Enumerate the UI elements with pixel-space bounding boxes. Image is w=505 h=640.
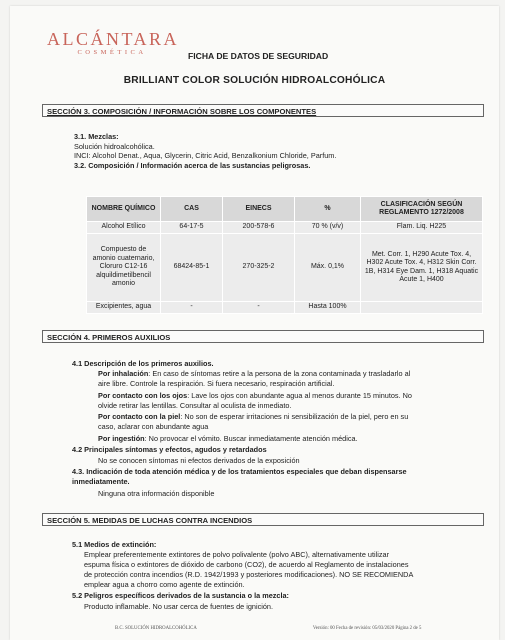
cell-percent: Máx. 0,1% — [295, 234, 361, 302]
header-clasificacion: CLASIFICACIÓN SEGÚN REGLAMENTO 1272/2008 — [361, 197, 483, 222]
document-page — [10, 6, 499, 640]
product-title: BRILLIANT COLOR SOLUCIÓN HIDROALCOHÓLICA — [123, 75, 386, 86]
section-4-header — [42, 330, 484, 343]
cell-clasificacion: Flam. Liq. H225 — [361, 222, 483, 234]
footer-left: B.C. SOLUCIÓN HIDROALCOHÓLICA — [115, 626, 197, 631]
text-5-1-line2: espuma física o extintores de dióxido de carbono (CO2), de acuerdo al Reglamento de instalaciones — [84, 560, 409, 569]
text-4-3: Ninguna otra información disponible — [98, 489, 215, 498]
cell-einecs: - — [223, 302, 295, 314]
heading-3-2: 3.2. Composición / Información acerca de las sustancias peligrosas. — [74, 161, 311, 170]
section-5-header — [42, 513, 484, 526]
cell-cas: 64-17-5 — [161, 222, 223, 234]
text-5-1-line1: Emplear preferentemente extintores de polvo polivalente (polvo ABC), alternativamente utilizar — [84, 550, 390, 559]
logo-subtitle: COSMÉTICA — [77, 49, 147, 56]
ingestion-label: Por ingestión — [98, 434, 145, 443]
inhalacion-line2: aire libre. Controle la respiración. Si fuera necesario, respiración artificial. — [98, 379, 335, 388]
section-5-title: SECCIÓN 5. MEDIDAS DE LUCHAS CONTRA INCENDIOS — [47, 516, 253, 525]
heading-4-3-line1: 4.3. Indicación de toda atención médica y de los tratamientos especiales que deban dispensarse — [72, 467, 407, 476]
section-3-title: SECCIÓN 3. COMPOSICIÓN / INFORMACIÓN SOBRE LOS COMPONENTES — [47, 107, 317, 116]
ojos-line1 — [98, 391, 412, 401]
ojos-text: : Lave los ojos con abundante agua al menos durante 15 minutos. No — [187, 391, 412, 400]
text-5-1-line4: emplear agua a chorro como agente de extinción. — [84, 580, 245, 589]
inhalacion-text: : En caso de síntomas retire a la persona de la zona contaminada y trasladarlo al — [148, 369, 411, 378]
logo-wordmark: ALCÁNTARA — [47, 29, 180, 49]
text-3-1-line1: Solución hidroalcohólica. — [74, 142, 155, 151]
cell-percent: Hasta 100% — [295, 302, 361, 314]
cell-percent: 70 % (v/v) — [295, 222, 361, 234]
cell-einecs: 200-578-6 — [223, 222, 295, 234]
text-5-2: Producto inflamable. No usar cerca de fuentes de ignición. — [84, 602, 274, 611]
header-nombre: NOMBRE QUÍMICO — [87, 197, 161, 222]
heading-5-1: 5.1 Medios de extinción: — [72, 540, 157, 549]
text-4-2: No se conocen síntomas ni efectos derivados de la exposición — [98, 456, 300, 465]
text-5-1-line3: de protección contra incendios (R.D. 1942/1993 y posteriores modificaciones). NO SE RECOMIENDA — [84, 570, 414, 579]
header-cas: CAS — [161, 197, 223, 222]
text-3-1-inci: INCI: Alcohol Denat., Aqua, Glycerin, Citric Acid, Benzalkonium Chloride, Parfum. — [74, 151, 337, 160]
inhalacion-line1 — [98, 369, 410, 379]
cell-cas: 68424-85-1 — [161, 234, 223, 302]
header-percent: % — [295, 197, 361, 222]
section-4-title: SECCIÓN 4. PRIMEROS AUXILIOS — [47, 333, 171, 342]
table-row — [87, 234, 483, 302]
table-row — [87, 302, 483, 314]
table-row — [87, 222, 483, 234]
cell-clasificacion — [361, 302, 483, 314]
piel-text: : No son de esperar irritaciones ni sensibilización de la piel, pero en su — [180, 412, 409, 421]
cell-nombre: Alcohol Etílico — [87, 222, 161, 234]
heading-4-3-line2: inmediatamente. — [72, 477, 130, 486]
cell-nombre: Excipientes, agua — [87, 302, 161, 314]
piel-label: Por contacto con la piel — [98, 412, 181, 421]
piel-line2: caso, aclarar con abundante agua — [98, 422, 209, 431]
ojos-line2: olvide retirar las lentillas. Consultar al oculista de inmediato. — [98, 401, 292, 410]
footer-right: Versión: 00 Fecha de revisión: 05/03/2020 Página 2 de 5 — [312, 626, 422, 631]
page-footer — [115, 626, 421, 631]
heading-5-2: 5.2 Peligros específicos derivados de la sustancia o la mezcla: — [72, 591, 289, 600]
brand-logo — [47, 29, 180, 56]
composition-table — [86, 196, 483, 314]
heading-4-1: 4.1 Descripción de los primeros auxilios. — [72, 359, 214, 368]
ojos-label: Por contacto con los ojos — [98, 391, 188, 400]
cell-nombre: Compuesto de amonio cuaternario, Cloruro C12-16 alquildimetilbencil amonio — [87, 234, 161, 302]
header-einecs: EINECS — [223, 197, 295, 222]
inhalacion-label: Por inhalación — [98, 369, 149, 378]
table-header-row — [87, 197, 483, 222]
heading-4-2: 4.2 Principales síntomas y efectos, agudos y retardados — [72, 445, 267, 454]
cell-clasificacion: Met. Corr. 1, H290 Acute Tox. 4, H302 Acute Tox. 4, H312 Skin Corr. 1B, H314 Eye Dam. 1, H318 Aquatic Acute 1, H400 — [361, 234, 483, 302]
heading-3-1: 3.1. Mezclas: — [74, 132, 119, 141]
document-title: FICHA DE DATOS DE SEGURIDAD — [188, 51, 329, 61]
piel-line1 — [98, 412, 408, 422]
cell-cas: - — [161, 302, 223, 314]
ingestion-line — [98, 434, 358, 444]
cell-einecs: 270-325-2 — [223, 234, 295, 302]
ingestion-text: : No provocar el vómito. Buscar inmediatamente atención médica. — [144, 434, 358, 443]
section-3-header — [42, 104, 484, 117]
